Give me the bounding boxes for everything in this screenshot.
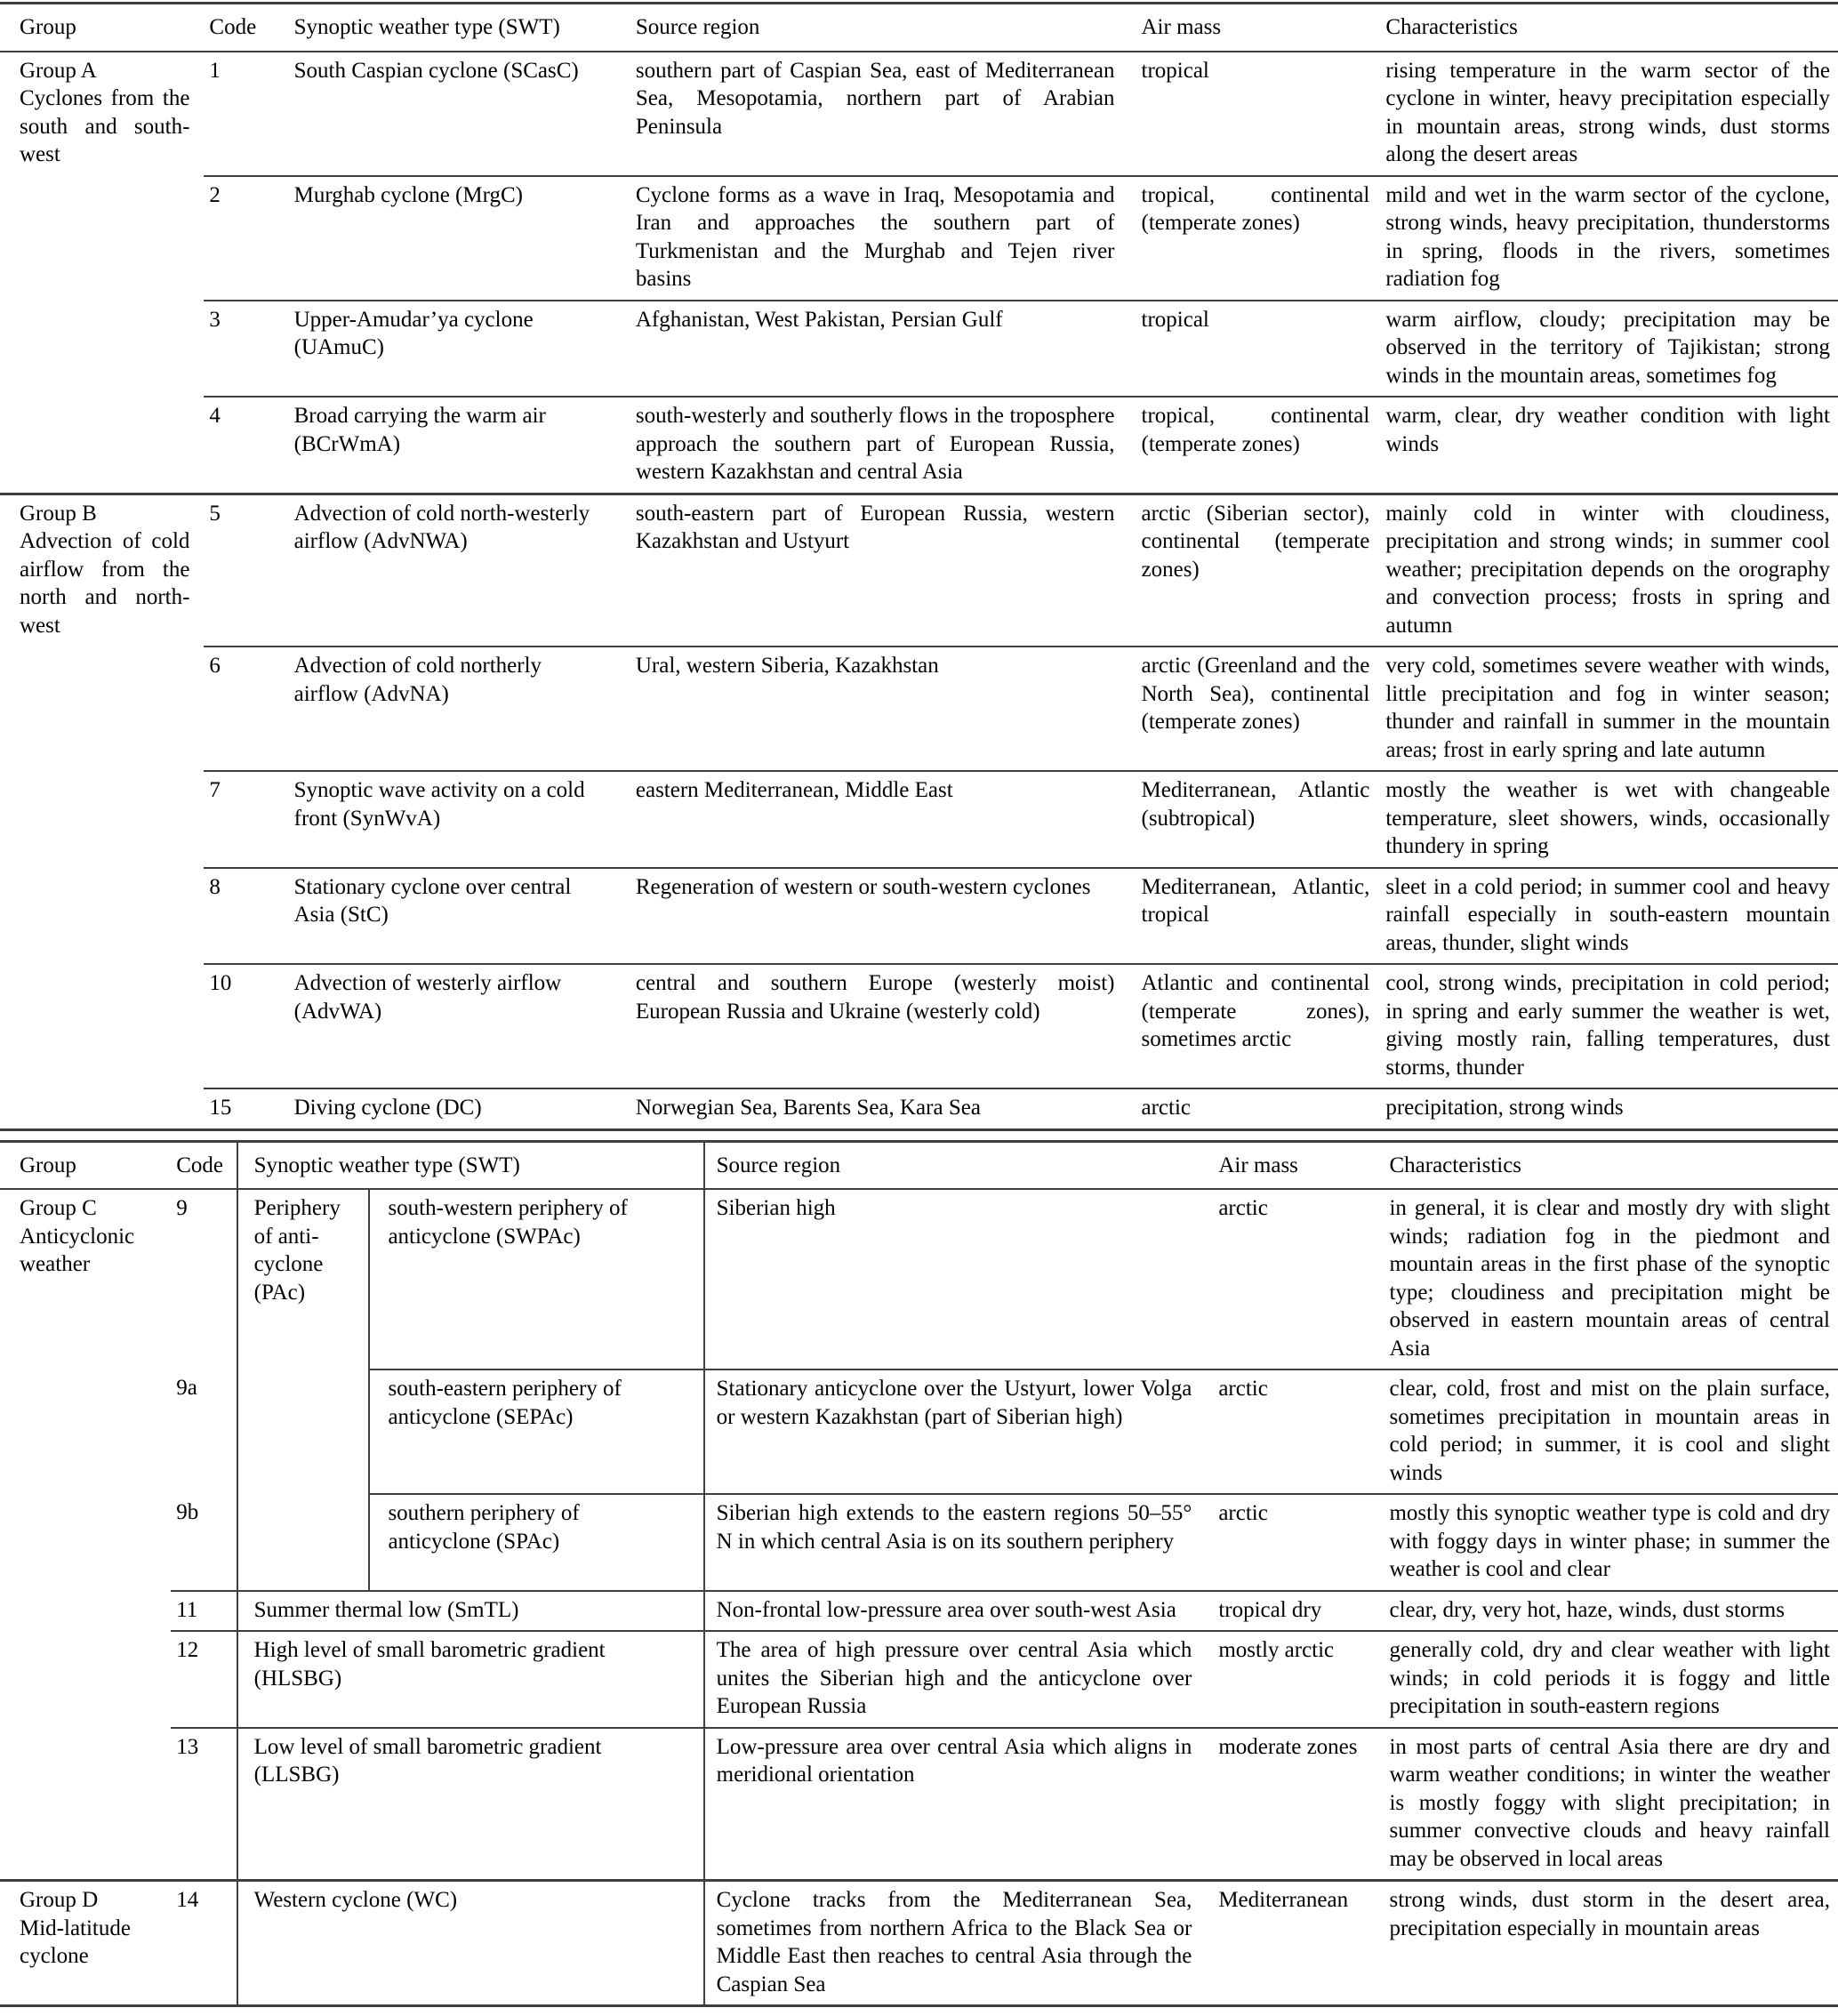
cell-swt: Diving cyclone (DC) [293,1088,629,1129]
group-a-cell [0,52,204,494]
group-desc: Anticyclonic weather [20,1224,135,1276]
table-row-swt-2 [0,176,1838,301]
cell-characteristics: in general, it is clear and mostly dry with slight winds; radiation fog in the piedmont and mountain areas in the first phase of the synoptic type; cloudiness and precipitation might be observed in eastern mountain areas of central Asia [1389,1196,1830,1361]
col-header-air-mass: Air mass [1140,4,1383,52]
table-row-swt-4 [0,397,1838,494]
cell-swt: Broad carrying the warm air (BCrWmA) [293,397,629,494]
col-header-swt: Synoptic weather type (SWT) [237,1141,704,1189]
cell-characteristics: cool, strong winds, precipitation in cold period; in spring and early summer the weather is wet, giving mostly rain, falling temperatures, dust storms, thunder [1382,964,1838,1088]
col-header-group: Group [0,4,204,52]
cell-air-mass: Mediterranean, Atlantic (subtropical) [1140,771,1383,868]
weather-types-table-groups-cd [0,1140,1838,2008]
cell-characteristics: very cold, sometimes severe weather with winds, little precipitation and fog in winter season; thunder and rainfall in summer in the mountain areas; frost in early spring and late autumn [1382,647,1838,771]
cell-swt: Advection of cold northerly airflow (AdvNA) [293,647,629,771]
cell-code: 11 [171,1591,237,1632]
table-row-swt-7 [0,771,1838,868]
cell-source-region: south-westerly and southerly flows in the troposphere approach the southern part of European Russia, western Kazakhstan and central Asia [629,397,1140,494]
cell-air-mass: tropical [1141,58,1209,83]
table2-header-row [0,1141,1838,1189]
group-d-cell [0,1881,171,2006]
cell-air-mass: moderate zones [1216,1728,1385,1881]
cell-source-region: Afghanistan, West Pakistan, Persian Gulf [629,301,1140,398]
cell-code: 12 [171,1631,237,1728]
cell-characteristics: clear, dry, very hot, haze, winds, dust storms [1385,1591,1838,1632]
cell-characteristics: mild and wet in the warm sector of the cyclone, strong winds, heavy precipitation, thunderstorms in spring, floods in the rivers, sometimes radiation fog [1382,176,1838,301]
col-header-characteristics: Characteristics [1382,4,1838,52]
table-row-swt-8 [0,868,1838,965]
cell-source-region: Low-pressure area over central Asia which aligns in meridional orientation [704,1728,1217,1881]
col-header-code: Code [204,4,292,52]
cell-swt: Stationary cyclone over central Asia (StC) [293,868,629,965]
group-name: Group B [20,501,97,526]
cell-air-mass: Mediterranean [1216,1881,1385,2006]
cell-source-region: Cyclone forms as a wave in Iraq, Mesopotamia and Iran and approaches the southern part of Turkmenistan and the Murghab and Tejen river basins [629,176,1140,301]
cell-swt: Advection of westerly airflow (AdvWA) [293,964,629,1088]
table-row-swt-13 [0,1728,1838,1881]
group-name: Group D [20,1888,99,1912]
cell-source-region: Siberian high extends to the eastern regions 50–55° N in which central Asia is on its southern periphery [704,1494,1217,1591]
cell-characteristics: precipitation, strong winds [1382,1088,1838,1129]
cell-code: 10 [204,964,292,1088]
cell-swt: Advection of cold north-westerly airflow (AdvNWA) [293,494,629,647]
cell-air-mass: mostly arctic [1216,1631,1385,1728]
cell-air-mass: arctic [1216,1494,1385,1591]
cell-characteristics: generally cold, dry and clear weather with light winds; in cold periods it is foggy and little precipitation in south-eastern regions [1385,1631,1838,1728]
cell-code: 15 [204,1088,292,1129]
cell-characteristics: warm airflow, cloudy; precipitation may be observed in the territory of Tajikistan; strong winds in the mountain areas, sometimes fog [1382,301,1838,398]
cell-characteristics: sleet in a cold period; in summer cool and heavy rainfall especially in south-eastern mountain areas, thunder, slight winds [1382,868,1838,965]
group-b-cell [0,494,204,1129]
cell-air-mass: arctic (Siberian sector), continental (temperate zones) [1140,494,1383,647]
cell-air-mass: arctic [1218,1196,1268,1220]
table-row-swt-10 [0,964,1838,1088]
cell-swt: south-western periphery of anticyclone (SWPAc) [369,1189,703,1369]
col-header-source-region: Source region [704,1141,1217,1189]
cell-code: 9a [176,1376,197,1400]
cell-air-mass: arctic [1216,1369,1385,1494]
table-row-swt-11 [0,1591,1838,1632]
cell-code: 5 [204,494,292,647]
cell-swt: Upper-Amudar’ya cyclone (UAmuC) [293,301,629,398]
cell-characteristics: clear, cold, frost and mist on the plain surface, sometimes precipitation in mountain areas in cold period; in summer, it is cool and slight winds [1385,1369,1838,1494]
group-desc: Mid-latitude cyclone [20,1916,131,1968]
table1-header-row [0,4,1838,52]
table-row-swt-9 [0,1189,1838,1369]
cell-air-mass: arctic (Greenland and the North Sea), continental (temperate zones) [1140,647,1383,771]
group-name: Group C [20,1196,97,1220]
col-header-characteristics: Characteristics [1385,1141,1838,1189]
cell-air-mass: arctic [1140,1088,1383,1129]
cell-source-region: eastern Mediterranean, Middle East [629,771,1140,868]
table-row-swt-3 [0,301,1838,398]
cell-source-region: Norwegian Sea, Barents Sea, Kara Sea [629,1088,1140,1129]
cell-swt: Murghab cyclone (MrgC) [293,176,629,301]
cell-characteristics: rising temperature in the warm sector of the cyclone in winter, heavy precipitation especially in mountain areas, strong winds, dust storms along the desert areas [1385,58,1830,166]
group-desc: Advection of cold airflow from the north and north-west [20,529,190,638]
cell-code: 7 [204,771,292,868]
cell-swt: South Caspian cyclone (SCasC) [293,58,579,83]
col-header-swt: Synoptic weather type (SWT) [293,4,629,52]
cell-characteristics: warm, clear, dry weather condition with light winds [1382,397,1838,494]
cell-characteristics: strong winds, dust storm in the desert area, precipitation especially in mountain areas [1385,1881,1838,2006]
cell-characteristics: in most parts of central Asia there are dry and warm weather conditions; in winter the weather is mostly foggy with slight precipitation; in summer convective clouds and heavy rainfall may be observed in local areas [1385,1728,1838,1881]
cell-swt: south-eastern periphery of anticyclone (SEPAc) [369,1369,703,1494]
cell-source-region: Stationary anticyclone over the Ustyurt, lower Volga or western Kazakhstan (part of Siberian high) [704,1369,1217,1494]
col-header-group: Group [0,1141,171,1189]
cell-air-mass: tropical dry [1216,1591,1385,1632]
table-row-swt-1 [0,52,1838,176]
cell-source-region: south-eastern part of European Russia, western Kazakhstan and Ustyurt [629,494,1140,647]
cell-code: 3 [204,301,292,398]
cell-code: 2 [204,176,292,301]
cell-air-mass: Atlantic and continental (temperate zones), sometimes arctic [1140,964,1383,1088]
cell-air-mass: tropical [1140,301,1383,398]
cell-source-region: The area of high pressure over central Asia which unites the Siberian high and the anticyclone over European Russia [704,1631,1217,1728]
table-row-swt-15 [0,1088,1838,1129]
cell-periphery-of-anticyclone: Periphery of anticyclone (PAc) [237,1189,370,1591]
cell-code: 14 [171,1881,237,2006]
cell-source-region: Non-frontal low-pressure area over south-west Asia [704,1591,1217,1632]
cell-air-mass: Mediterranean, Atlantic, tropical [1140,868,1383,965]
cell-source-region: southern part of Caspian Sea, east of Mediterranean Sea, Mesopotamia, northern part of Arabian Peninsula [635,58,1115,139]
weather-types-table-groups-ab [0,2,1838,1131]
cell-source-region: Siberian high [704,1189,1217,1369]
cell-code: 13 [171,1728,237,1881]
table-row-swt-5 [0,494,1838,647]
table-row-swt-6 [0,647,1838,771]
cell-swt: Western cyclone (WC) [237,1881,704,2006]
cell-swt: Synoptic wave activity on a cold front (SynWvA) [293,771,629,868]
group-name: Group A [20,58,97,83]
cell-swt: Low level of small barometric gradient (LLSBG) [237,1728,704,1881]
cell-source-region: Cyclone tracks from the Mediterranean Sea, sometimes from northern Africa to the Black Sea or Middle East then reaches to central Asia through the Caspian Sea [704,1881,1217,2006]
cell-characteristics: mostly this synoptic weather type is cold and dry with foggy days in winter phase; in summer the weather is cool and clear [1385,1494,1838,1591]
cell-code: 9 [176,1196,188,1220]
cell-air-mass: tropical, continental (temperate zones) [1140,176,1383,301]
cell-code: 1 [209,58,221,83]
cell-source-region: Regeneration of western or south-western cyclones [629,868,1140,965]
col-header-air-mass: Air mass [1216,1141,1385,1189]
cell-code: 8 [204,868,292,965]
table-row-swt-12 [0,1631,1838,1728]
cell-swt: southern periphery of anticyclone (SPAc) [369,1494,703,1591]
group-c-cell [0,1189,171,1881]
cell-source-region: central and southern Europe (westerly moist) European Russia and Ukraine (westerly cold) [629,964,1140,1088]
cell-air-mass: tropical, continental (temperate zones) [1140,397,1383,494]
cell-swt: Summer thermal low (SmTL) [237,1591,704,1632]
cell-code: 9b [176,1500,199,1524]
cell-code: 6 [204,647,292,771]
cell-characteristics: mostly the weather is wet with changeable temperature, sleet showers, winds, occasionally thundery in spring [1382,771,1838,868]
col-header-code: Code [171,1141,237,1189]
col-header-source-region: Source region [629,4,1140,52]
cell-source-region: Ural, western Siberia, Kazakhstan [629,647,1140,771]
table-row-swt-14 [0,1881,1838,2006]
cell-characteristics: mainly cold in winter with cloudiness, precipitation and strong winds; in summer cool weather; precipitation depends on the orography and convection process; frosts in spring and autumn [1382,494,1838,647]
group-desc: Cyclones from the south and south-west [20,86,190,166]
cell-code: 4 [204,397,292,494]
cell-swt: High level of small barometric gradient (HLSBG) [237,1631,704,1728]
